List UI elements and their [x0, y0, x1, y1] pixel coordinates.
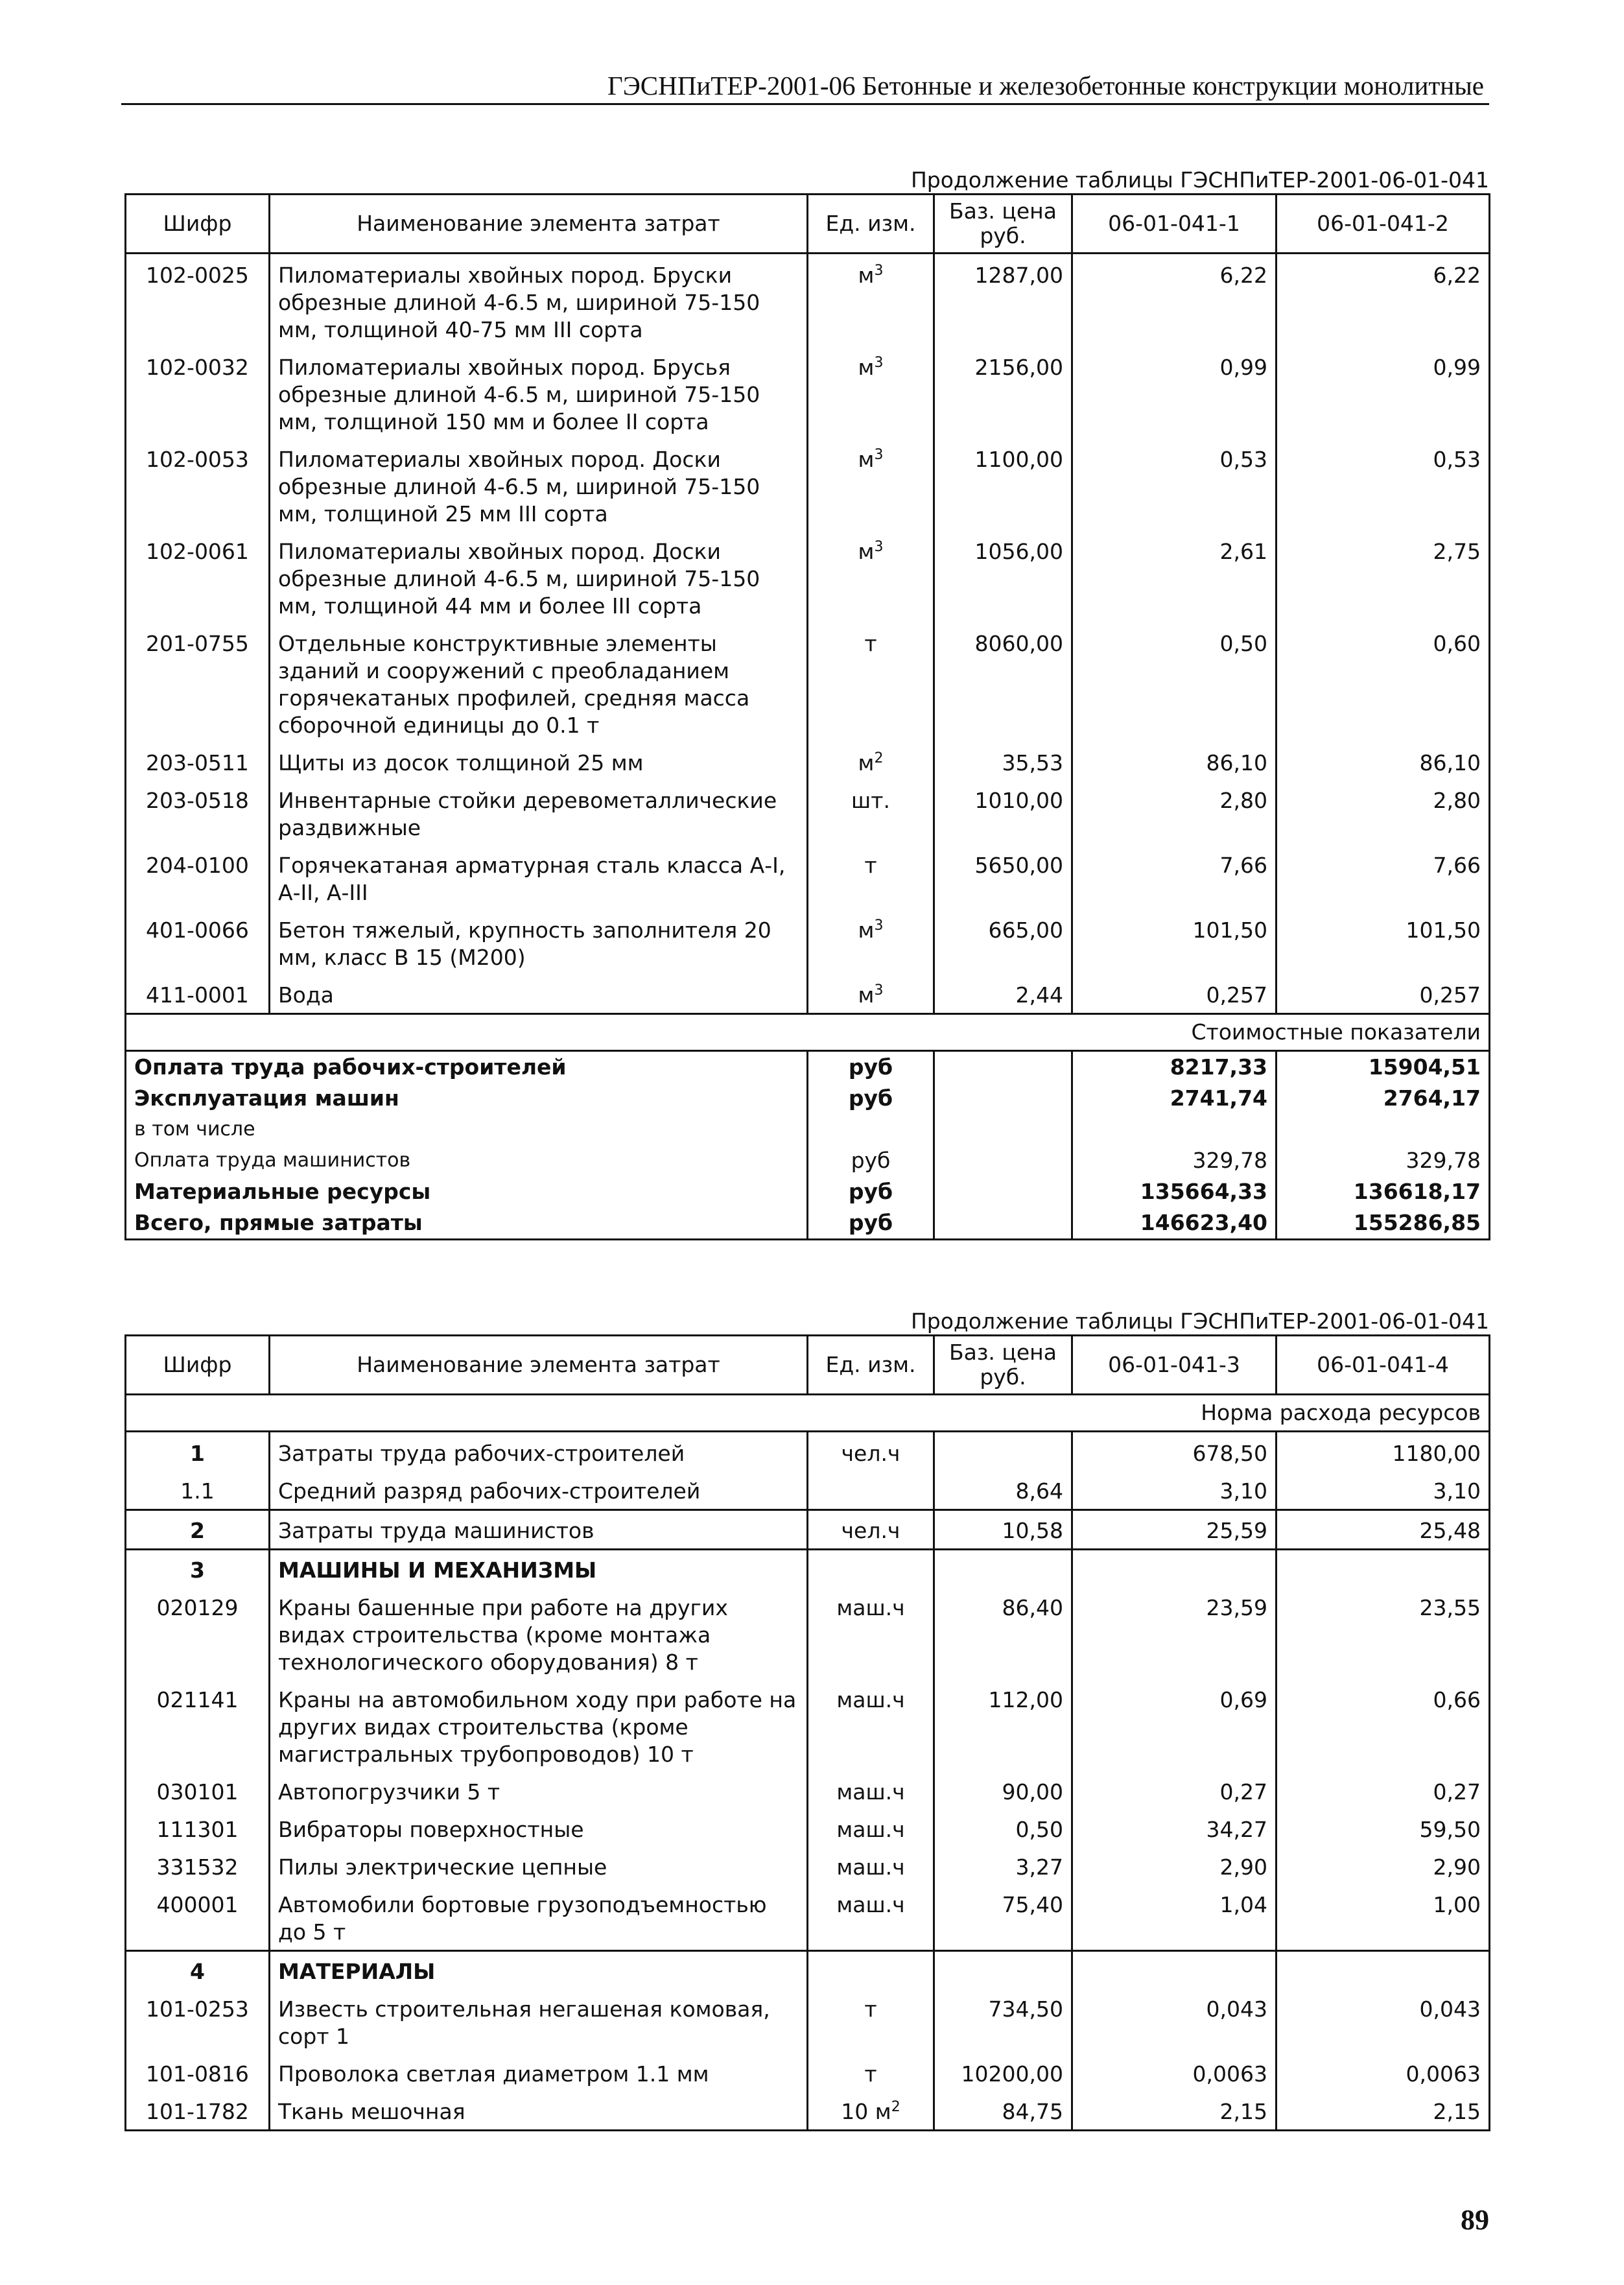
unit-exponent: 3: [874, 447, 884, 463]
column-header: Наименование элемента затрат: [270, 195, 808, 254]
value-col-2: 1,00: [1277, 1885, 1490, 1951]
table-row: [126, 1772, 1490, 1810]
value-col-1: 0,69: [1072, 1680, 1277, 1772]
unit-text: м: [858, 918, 875, 943]
table-row: [126, 532, 1490, 624]
value-col-2: 0,27: [1277, 1772, 1490, 1810]
table-row: [126, 624, 1490, 743]
table2-header-row: [126, 1336, 1490, 1395]
column-header: Баз. цена руб.: [934, 1336, 1072, 1395]
summary-label: Оплата труда машинистов: [126, 1145, 808, 1176]
unit-text: м: [858, 355, 875, 380]
table-row: [126, 975, 1490, 1014]
unit-cell: [808, 846, 934, 910]
column-header: Наименование элемента затрат: [270, 1336, 808, 1395]
summary-unit: руб: [808, 1145, 934, 1176]
value-col-1: 0,53: [1072, 440, 1277, 532]
value-col-2: 2,90: [1277, 1847, 1490, 1885]
base-price: 1056,00: [934, 532, 1072, 624]
value-col-2: 0,60: [1277, 624, 1490, 743]
value-col-2: 0,66: [1277, 1680, 1490, 1772]
column-header: Ед. изм.: [808, 195, 934, 254]
summary-label: Всего, прямые затраты: [126, 1207, 808, 1240]
unit-text: т: [864, 631, 877, 656]
summary-price: [934, 1114, 1072, 1145]
resource-name: Проволока светлая диаметром 1.1 мм: [270, 2054, 808, 2092]
resource-code: 411-0001: [126, 975, 270, 1014]
summary-unit: руб: [808, 1083, 934, 1114]
unit-exponent: 3: [874, 982, 884, 999]
base-price: 90,00: [934, 1772, 1072, 1810]
unit-text: маш.ч: [836, 1595, 905, 1620]
table-row: [126, 1550, 1490, 1589]
unit-cell: [808, 743, 934, 781]
value-col-2: 6,22: [1277, 254, 1490, 348]
table2-caption: Продолжение таблицы ГЭСНПиТЕР-2001-06-01-041: [910, 1308, 1489, 1334]
resource-code: 400001: [126, 1885, 270, 1951]
value-col-1: [1072, 1550, 1277, 1589]
table-row: [126, 1810, 1490, 1847]
resource-code: 102-0025: [126, 254, 270, 348]
resource-name: Краны башенные при работе на других видах строительства (кроме монтажа технологического оборудования) 8 т: [270, 1588, 808, 1680]
resource-code: 204-0100: [126, 846, 270, 910]
unit-cell: [808, 1847, 934, 1885]
value-col-1: 6,22: [1072, 254, 1277, 348]
summary-label: Материальные ресурсы: [126, 1176, 808, 1207]
summary-value-1: 146623,40: [1072, 1207, 1277, 1240]
unit-cell: [808, 1772, 934, 1810]
unit-text: т: [864, 1996, 877, 2022]
value-col-1: 2,90: [1072, 1847, 1277, 1885]
resource-name: Автопогрузчики 5 т: [270, 1772, 808, 1810]
unit-text: м: [858, 447, 875, 472]
unit-cell: [808, 1989, 934, 2054]
unit-cell: [808, 624, 934, 743]
base-price: 10200,00: [934, 2054, 1072, 2092]
unit-exponent: 3: [874, 355, 884, 371]
unit-cell: [808, 1680, 934, 1772]
value-col-1: 7,66: [1072, 846, 1277, 910]
section-band: [126, 1395, 1490, 1432]
resource-name: МАШИНЫ И МЕХАНИЗМЫ: [270, 1550, 808, 1589]
summary-value-1: [1072, 1114, 1277, 1145]
base-price: 2,44: [934, 975, 1072, 1014]
table-row: [126, 781, 1490, 846]
resource-code: 111301: [126, 1810, 270, 1847]
resource-name: Пилы электрические цепные: [270, 1847, 808, 1885]
resource-name: Щиты из досок толщиной 25 мм: [270, 743, 808, 781]
unit-text: м: [858, 982, 875, 1008]
base-price: 8,64: [934, 1471, 1072, 1510]
base-price: 2156,00: [934, 348, 1072, 440]
summary-value-2: 155286,85: [1277, 1207, 1490, 1240]
value-col-2: [1277, 1951, 1490, 1990]
table1-caption: Продолжение таблицы ГЭСНПиТЕР-2001-06-01-041: [910, 167, 1489, 193]
base-price: 1010,00: [934, 781, 1072, 846]
table-row: [126, 1680, 1490, 1772]
summary-row: [126, 1145, 1490, 1176]
unit-cell: [808, 1885, 934, 1951]
value-col-1: 2,15: [1072, 2092, 1277, 2131]
unit-text: маш.ч: [836, 1854, 905, 1880]
unit-cell: [808, 1432, 934, 1472]
resource-code: 3: [126, 1550, 270, 1589]
value-col-2: 2,80: [1277, 781, 1490, 846]
base-price: 8060,00: [934, 624, 1072, 743]
band-label: Стоимостные показатели: [126, 1014, 1490, 1051]
value-col-1: 34,27: [1072, 1810, 1277, 1847]
column-header: Ед. изм.: [808, 1336, 934, 1395]
base-price: 75,40: [934, 1885, 1072, 1951]
summary-label: Оплата труда рабочих-строителей: [126, 1051, 808, 1083]
value-col-2: 0,043: [1277, 1989, 1490, 2054]
resources-table-2: [124, 1334, 1490, 2131]
resource-code: 401-0066: [126, 910, 270, 975]
column-header: 06-01-041-3: [1072, 1336, 1277, 1395]
value-col-2: 3,10: [1277, 1471, 1490, 1510]
page-number: 89: [1461, 2204, 1489, 2236]
base-price: 5650,00: [934, 846, 1072, 910]
unit-text: м: [858, 263, 875, 288]
value-col-1: 3,10: [1072, 1471, 1277, 1510]
unit-cell: [808, 2092, 934, 2131]
resource-name: Ткань мешочная: [270, 2092, 808, 2131]
unit-exponent: 2: [891, 2099, 900, 2115]
unit-exponent: 3: [874, 539, 884, 555]
summary-unit: руб: [808, 1051, 934, 1083]
table-row: [126, 1510, 1490, 1550]
value-col-1: 1,04: [1072, 1885, 1277, 1951]
value-col-1: 0,99: [1072, 348, 1277, 440]
unit-cell: [808, 1810, 934, 1847]
resources-table-1: [124, 193, 1490, 1240]
unit-text: м: [858, 539, 875, 564]
resource-name: Средний разряд рабочих-строителей: [270, 1471, 808, 1510]
running-header: [121, 65, 1489, 105]
value-col-1: 25,59: [1072, 1510, 1277, 1550]
unit-cell: [808, 440, 934, 532]
resource-name: Пиломатериалы хвойных пород. Доски обрезные длиной 4-6.5 м, шириной 75-150 мм, толщиной 44 мм и более III сорта: [270, 532, 808, 624]
summary-unit: [808, 1114, 934, 1145]
resource-code: 203-0511: [126, 743, 270, 781]
value-col-2: 23,55: [1277, 1588, 1490, 1680]
resource-code: 203-0518: [126, 781, 270, 846]
unit-text: чел.ч: [841, 1441, 900, 1466]
value-col-2: 101,50: [1277, 910, 1490, 975]
summary-value-2: 136618,17: [1277, 1176, 1490, 1207]
summary-value-1: 135664,33: [1072, 1176, 1277, 1207]
summary-label: в том числе: [126, 1114, 808, 1145]
table2-body: [126, 1395, 1490, 2131]
table-row: [126, 1885, 1490, 1951]
summary-row: [126, 1114, 1490, 1145]
resource-code: 020129: [126, 1588, 270, 1680]
resource-name: Известь строительная негашеная комовая, сорт 1: [270, 1989, 808, 2054]
resource-code: 1.1: [126, 1471, 270, 1510]
table-row: [126, 743, 1490, 781]
base-price: 1100,00: [934, 440, 1072, 532]
base-price: 84,75: [934, 2092, 1072, 2131]
table-row: [126, 1471, 1490, 1510]
value-col-1: 101,50: [1072, 910, 1277, 975]
table-row: [126, 348, 1490, 440]
unit-exponent: 2: [874, 750, 884, 766]
summary-unit: руб: [808, 1176, 934, 1207]
summary-value-2: 2764,17: [1277, 1083, 1490, 1114]
running-header-title: ГЭСНПиТЕР-2001-06 Бетонные и железобетонные конструкции монолитные: [607, 71, 1484, 101]
summary-price: [934, 1207, 1072, 1240]
table-row: [126, 1432, 1490, 1472]
resource-code: 1: [126, 1432, 270, 1472]
unit-cell: [808, 348, 934, 440]
value-col-1: 0,27: [1072, 1772, 1277, 1810]
summary-price: [934, 1145, 1072, 1176]
unit-text: 10 м: [841, 2099, 891, 2124]
summary-value-2: 15904,51: [1277, 1051, 1490, 1083]
table-row: [126, 440, 1490, 532]
base-price: 86,40: [934, 1588, 1072, 1680]
summary-value-1: 8217,33: [1072, 1051, 1277, 1083]
resource-name: Затраты труда машинистов: [270, 1510, 808, 1550]
resource-name: Отдельные конструктивные элементы зданий и сооружений с преобладанием горячекатаных профилей, средняя масса сборочной единицы до 0.1 т: [270, 624, 808, 743]
resource-code: 030101: [126, 1772, 270, 1810]
unit-cell: [808, 781, 934, 846]
base-price: [934, 1951, 1072, 1990]
table-row: [126, 1989, 1490, 2054]
unit-text: чел.ч: [841, 1518, 900, 1543]
table-row: [126, 910, 1490, 975]
value-col-2: 2,75: [1277, 532, 1490, 624]
band-label: Норма расхода ресурсов: [126, 1395, 1490, 1432]
column-header: 06-01-041-1: [1072, 195, 1277, 254]
table-row: [126, 254, 1490, 348]
unit-cell: [808, 1510, 934, 1550]
summary-value-2: 329,78: [1277, 1145, 1490, 1176]
value-col-2: 7,66: [1277, 846, 1490, 910]
value-col-1: 2,61: [1072, 532, 1277, 624]
summary-unit: руб: [808, 1207, 934, 1240]
base-price: 112,00: [934, 1680, 1072, 1772]
summary-price: [934, 1051, 1072, 1083]
table-row: [126, 2092, 1490, 2131]
base-price: 10,58: [934, 1510, 1072, 1550]
value-col-2: 1180,00: [1277, 1432, 1490, 1472]
column-header: Шифр: [126, 195, 270, 254]
value-col-1: 23,59: [1072, 1588, 1277, 1680]
column-header: Шифр: [126, 1336, 270, 1395]
unit-text: т: [864, 853, 877, 878]
base-price: 1287,00: [934, 254, 1072, 348]
table-row: [126, 846, 1490, 910]
resource-name: Инвентарные стойки деревометаллические раздвижные: [270, 781, 808, 846]
value-col-2: 0,0063: [1277, 2054, 1490, 2092]
unit-cell: [808, 254, 934, 348]
summary-row: [126, 1176, 1490, 1207]
resource-name: Бетон тяжелый, крупность заполнителя 20 мм, класс В 15 (М200): [270, 910, 808, 975]
value-col-2: 0,99: [1277, 348, 1490, 440]
table-row: [126, 1951, 1490, 1990]
resource-name: Горячекатаная арматурная сталь класса А-I, А-II, А-III: [270, 846, 808, 910]
resource-name: Затраты труда рабочих-строителей: [270, 1432, 808, 1472]
unit-text: маш.ч: [836, 1817, 905, 1842]
value-col-1: 0,0063: [1072, 2054, 1277, 2092]
resource-code: 4: [126, 1951, 270, 1990]
section-band: [126, 1014, 1490, 1051]
resource-name: Краны на автомобильном ходу при работе на других видах строительства (кроме магистральных трубопроводов) 10 т: [270, 1680, 808, 1772]
value-col-1: 678,50: [1072, 1432, 1277, 1472]
unit-text: т: [864, 2061, 877, 2087]
unit-text: маш.ч: [836, 1892, 905, 1917]
unit-cell: [808, 2054, 934, 2092]
base-price: 35,53: [934, 743, 1072, 781]
summary-value-2: [1277, 1114, 1490, 1145]
unit-cell: [808, 1588, 934, 1680]
table-row: [126, 1847, 1490, 1885]
resource-code: 021141: [126, 1680, 270, 1772]
summary-row: [126, 1207, 1490, 1240]
resource-name: Пиломатериалы хвойных пород. Доски обрезные длиной 4-6.5 м, шириной 75-150 мм, толщиной 25 мм III сорта: [270, 440, 808, 532]
resource-code: 102-0053: [126, 440, 270, 532]
resource-name: МАТЕРИАЛЫ: [270, 1951, 808, 1990]
resource-code: 201-0755: [126, 624, 270, 743]
summary-value-1: 329,78: [1072, 1145, 1277, 1176]
summary-row: [126, 1083, 1490, 1114]
column-header: Баз. цена руб.: [934, 195, 1072, 254]
resource-name: Вибраторы поверхностные: [270, 1810, 808, 1847]
unit-text: м: [858, 750, 875, 775]
value-col-2: 86,10: [1277, 743, 1490, 781]
value-col-1: 0,043: [1072, 1989, 1277, 2054]
unit-cell: [808, 1471, 934, 1510]
value-col-2: 25,48: [1277, 1510, 1490, 1550]
unit-exponent: 3: [874, 263, 884, 279]
resource-name: Вода: [270, 975, 808, 1014]
resource-code: 102-0061: [126, 532, 270, 624]
resource-name: Пиломатериалы хвойных пород. Брусья обрезные длиной 4-6.5 м, шириной 75-150 мм, толщиной 150 мм и более II сорта: [270, 348, 808, 440]
summary-row: [126, 1051, 1490, 1083]
unit-text: маш.ч: [836, 1779, 905, 1805]
table-row: [126, 2054, 1490, 2092]
value-col-1: 0,257: [1072, 975, 1277, 1014]
value-col-1: 86,10: [1072, 743, 1277, 781]
unit-cell: [808, 910, 934, 975]
base-price: 734,50: [934, 1989, 1072, 2054]
unit-text: маш.ч: [836, 1687, 905, 1712]
value-col-1: 2,80: [1072, 781, 1277, 846]
table1-body: [126, 254, 1490, 1240]
summary-value-1: 2741,74: [1072, 1083, 1277, 1114]
resource-code: 331532: [126, 1847, 270, 1885]
value-col-2: 0,257: [1277, 975, 1490, 1014]
resource-name: Автомобили бортовые грузоподъемностью до 5 т: [270, 1885, 808, 1951]
resource-code: 101-0253: [126, 1989, 270, 2054]
value-col-1: [1072, 1951, 1277, 1990]
table1-header-row: [126, 195, 1490, 254]
column-header: 06-01-041-4: [1277, 1336, 1490, 1395]
summary-price: [934, 1176, 1072, 1207]
value-col-2: [1277, 1550, 1490, 1589]
summary-label: Эксплуатация машин: [126, 1083, 808, 1114]
base-price: 665,00: [934, 910, 1072, 975]
value-col-2: 0,53: [1277, 440, 1490, 532]
unit-exponent: 3: [874, 918, 884, 934]
summary-price: [934, 1083, 1072, 1114]
unit-text: шт.: [851, 788, 890, 813]
table-row: [126, 1588, 1490, 1680]
value-col-1: 0,50: [1072, 624, 1277, 743]
resource-code: 2: [126, 1510, 270, 1550]
resource-code: 102-0032: [126, 348, 270, 440]
base-price: [934, 1550, 1072, 1589]
resource-name: Пиломатериалы хвойных пород. Бруски обрезные длиной 4-6.5 м, шириной 75-150 мм, толщиной 40-75 мм III сорта: [270, 254, 808, 348]
resource-code: 101-0816: [126, 2054, 270, 2092]
value-col-2: 2,15: [1277, 2092, 1490, 2131]
value-col-2: 59,50: [1277, 1810, 1490, 1847]
unit-cell: [808, 1951, 934, 1990]
base-price: [934, 1432, 1072, 1472]
base-price: 3,27: [934, 1847, 1072, 1885]
unit-cell: [808, 1550, 934, 1589]
resource-code: 101-1782: [126, 2092, 270, 2131]
base-price: 0,50: [934, 1810, 1072, 1847]
unit-cell: [808, 975, 934, 1014]
column-header: 06-01-041-2: [1277, 195, 1490, 254]
unit-cell: [808, 532, 934, 624]
